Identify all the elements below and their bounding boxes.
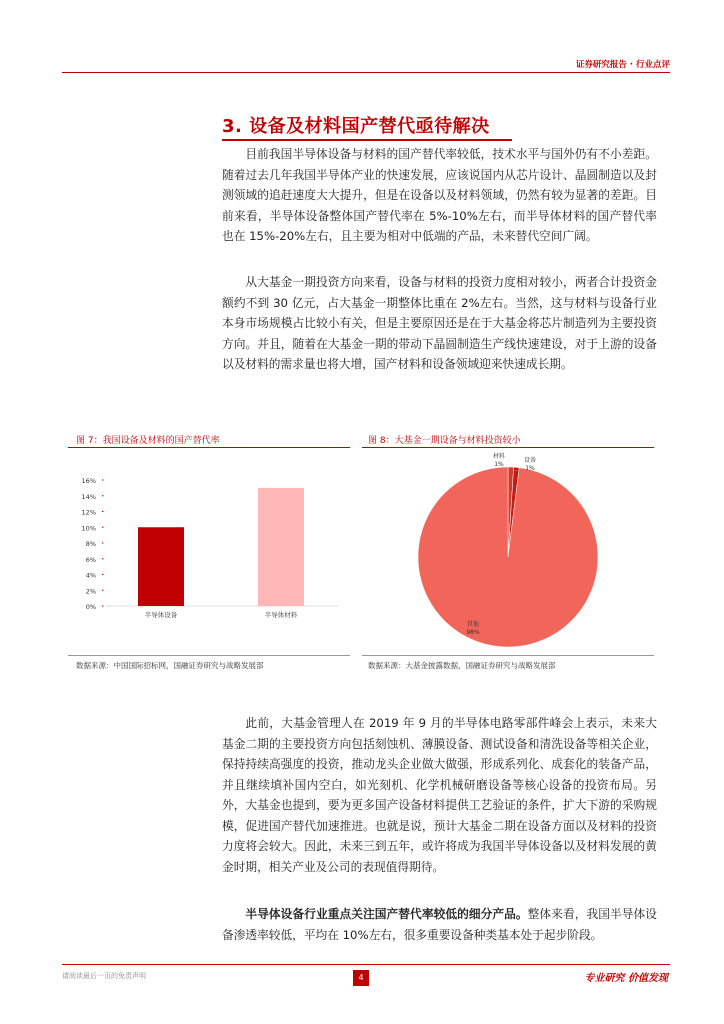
y-tick-mark	[102, 511, 104, 512]
y-tick-label: 2%	[85, 587, 96, 596]
page-number: 4	[353, 970, 369, 986]
paragraph-1: 目前我国半导体设备与材料的国产替代率较低，技术水平与国外仍有不小差距。随着过去几年我国半导体产业的快速发展，应该说国内从芯片设计、晶圆制造以及封测领域的追赶速度大大提升，但是在设备以及材料领域，仍然有较为显著的差距。目前来看，半导体设备整体国产替代率在 5%-10%左右，而半导体材料的国产替代率也在 15%-20%左右，且主要为相对中低端的产品，未来替代空间广阔。	[222, 147, 657, 243]
report-type-tag: 证券研究报告 · 行业点评	[575, 60, 670, 70]
footer-divider	[62, 964, 670, 965]
section-title: 3. 设备及材料国产替代亟待解决	[222, 116, 490, 137]
y-tick-label: 14%	[81, 492, 96, 501]
figure-8-title: 图 8：大基金一期设备与材料投资较小	[368, 436, 521, 446]
y-tick-mark	[102, 590, 104, 591]
pie-category-label: 材料	[492, 453, 506, 460]
x-tick-label: 半导体材料	[264, 611, 298, 619]
y-tick-label: 0%	[85, 603, 96, 611]
pie-value-label: 98%	[466, 629, 480, 636]
figure-8-source: 数据来源：大基金披露数据，国融证券研究与战略发展部	[368, 661, 556, 670]
x-tick-label: 半导体设备	[144, 611, 178, 619]
y-tick-label: 10%	[81, 524, 96, 533]
figure-8-rule	[362, 447, 654, 448]
paragraph-2: 从大基金一期投资方向来看，设备与材料的投资力度相对较小，两者合计投资金额约不到 30 亿元，占大基金一期整体比重在 2%左右。当然，这与材料与设备行业本身市场规模占比较小有关，但是主要原因还是在于大基金将芯片制造列为主要投资方向。并且，随着在大基金一期的带动下晶圆制造生产线快速建设，对于上游的设备以及材料的需求量也将大增，国产材料和设备领域迎来快速成长期。	[222, 275, 657, 371]
footer-disclaimer: 请阅读最后一页的免责声明	[62, 972, 146, 980]
pie-value-label: 1%	[494, 461, 504, 468]
y-tick-label: 4%	[85, 571, 96, 580]
paragraph-3: 此前，大基金管理人在 2019 年 9 月的半导体电路零部件峰会上表示，未来大基金二期的主要投资方向包括刻蚀机、薄膜设备、测试设备和清洗设备等相关企业，保持持续高强度的投资，推动龙头企业做大做强，形成系列化、成套化的装备产品，并且继续填补国内空白，如光刻机、化学机械研磨设备等核心设备的投资布局。另外，大基金也提到，要为更多国产设备材料提供工艺验证的条件，扩大下游的采购规模，促进国产替代加速推进。也就是说，预计大基金二期在设备方面以及材料的投资力度将会较大。因此，未来三到五年，或许将成为我国半导体设备以及材料发展的黄金时期，相关产业及公司的表现值得期待。	[222, 716, 657, 874]
y-tick-mark	[102, 480, 104, 481]
y-tick-label: 16%	[81, 477, 96, 485]
bar	[258, 488, 304, 606]
figure-7-rule	[68, 447, 350, 448]
y-tick-mark	[102, 543, 104, 544]
pie-category-label: 其他	[466, 621, 480, 628]
figure-7-bottom-rule	[68, 655, 350, 656]
header-divider	[62, 72, 670, 73]
pie-slice	[418, 467, 598, 647]
paragraph-4	[222, 904, 657, 945]
pie-category-label: 设备	[523, 457, 537, 464]
paragraph-4-body: 整体来看，我国半导体设备渗透率较低，平均在 10%左右，很多重要设备种类基本处于起步阶段。	[222, 907, 657, 942]
y-tick-label: 8%	[85, 540, 96, 548]
pie-value-label: 1%	[525, 465, 535, 472]
y-tick-mark	[102, 606, 104, 607]
y-tick-mark	[102, 558, 104, 559]
section-title-underline	[222, 139, 512, 141]
figure-8-bottom-rule	[362, 655, 654, 656]
footer-brand: 专业研究 价值发现	[584, 973, 668, 984]
y-tick-mark	[102, 527, 104, 528]
bar	[138, 527, 184, 606]
y-tick-label: 6%	[85, 555, 96, 564]
figure-7-title: 图 7：我国设备及材料的国产替代率	[76, 436, 220, 446]
figure-8-pie-chart	[362, 450, 654, 650]
figure-7-bar-chart	[68, 450, 350, 650]
y-tick-mark	[102, 495, 104, 496]
figure-7-source: 数据来源：中国国际招标网，国融证券研究与战略发展部	[76, 661, 264, 670]
y-tick-mark	[102, 574, 104, 575]
paragraph-4-lead: 半导体设备行业重点关注国产替代率较低的细分产品。	[245, 907, 528, 921]
y-tick-label: 12%	[81, 508, 96, 517]
